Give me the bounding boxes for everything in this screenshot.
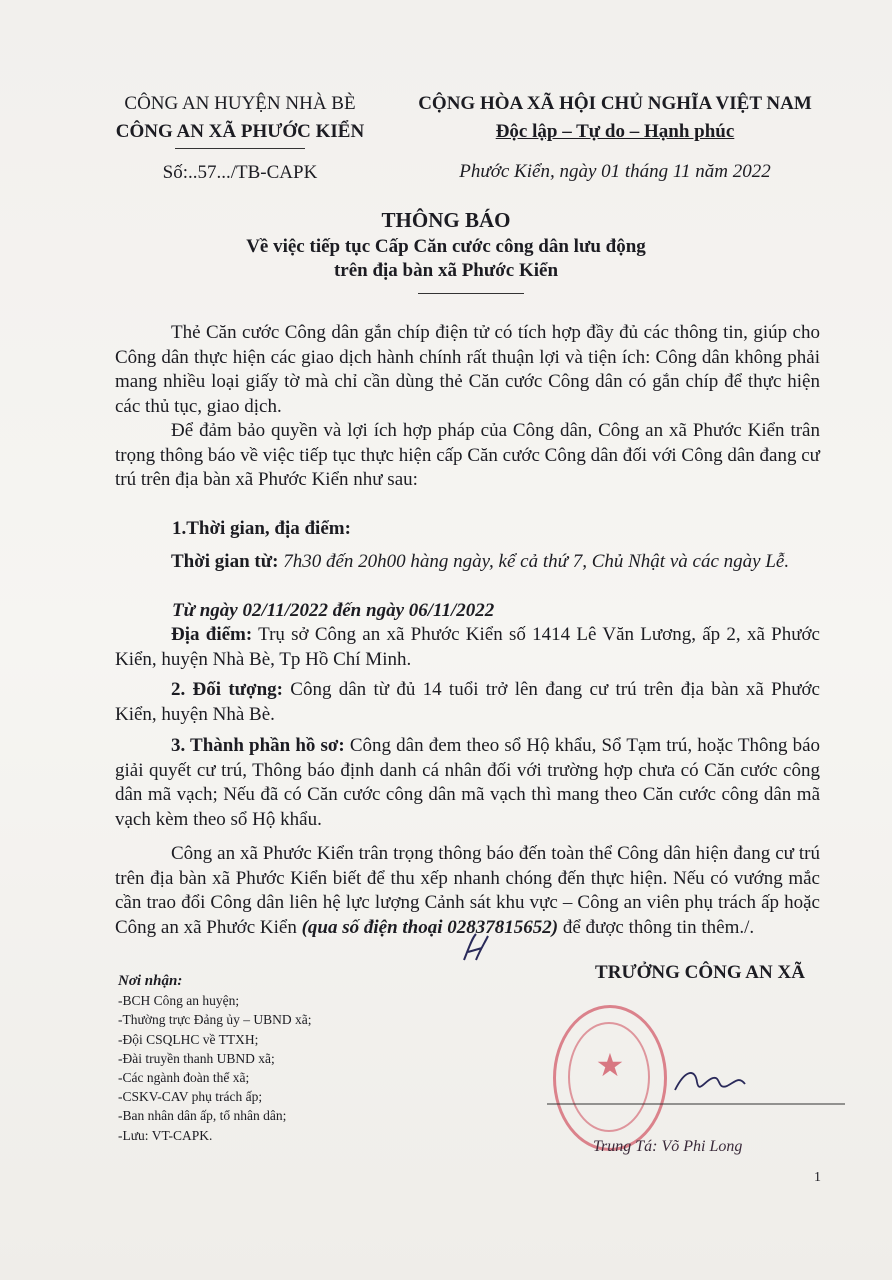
recipients-block (118, 972, 458, 1145)
closing-end: để được thông tin thêm./. (562, 916, 755, 938)
issuer-underline (175, 148, 305, 149)
issuer-block (90, 90, 390, 187)
initial-mark (458, 930, 494, 973)
page-number: 1 (814, 1170, 821, 1185)
section-3-value: Công dân đem theo sổ Hộ khẩu, Sổ Tạm trú, hoặc Thông báo giải quyết cư trú, Thông báo định danh cá nhân đối với trường hợp chưa có Căn cước công dân mã vạch; Nếu đã có Căn cước công dân mã vạch thì mang theo Căn cước công dân mã vạch kèm theo sổ Hộ khẩu. (115, 735, 821, 830)
section-1-time (115, 549, 820, 574)
intro-paragraph-1: Thẻ Căn cước Công dân gắn chíp điện tử có tích hợp đầy đủ các thông tin, giúp cho Công dân thực hiện các giao dịch hành chính rất thuận lợi và tiện ích: Công dân không phải mang nhiều loại giấy tờ mà chỉ cần dùng thẻ Căn cước Công dân có gắn chíp để thực hiện các thủ tục, giao dịch. (115, 322, 820, 417)
issuer-name: CÔNG AN XÃ PHƯỚC KIỂN (115, 121, 365, 142)
issuer-parent: CÔNG AN HUYỆN NHÀ BÈ (124, 93, 356, 114)
time-label: Thời gian từ: (171, 551, 279, 572)
recipient-item: -Đội CSQLHC về TTXH; (118, 1031, 259, 1047)
document-subtitle-2: trên địa bàn xã Phước Kiển (333, 260, 559, 281)
place-label: Địa điểm: (171, 624, 253, 645)
document-title: THÔNG BÁO (381, 208, 511, 232)
recipient-item: -Ban nhân dân ấp, tổ nhân dân; (118, 1108, 287, 1124)
national-title: CỘNG HÒA XÃ HỘI CHỦ NGHĨA VIỆT NAM (418, 93, 812, 114)
recipient-item: -CSKV-CAV phụ trách ấp; (118, 1089, 263, 1105)
recipient-item: -Lưu: VT-CAPK. (118, 1127, 213, 1143)
national-motto: Độc lập – Tự do – Hạnh phúc (495, 121, 735, 142)
recipient-item: -Đài truyền thanh UBND xã; (118, 1050, 275, 1066)
closing-text: Công an xã Phước Kiển trân trọng thông báo đến toàn thể Công dân hiện đang cư trú trên địa bàn xã Phước Kiển biết để thu xếp nhanh chóng đến thực hiện. Nếu có vướng mắc cần trao đổi Công dân liên hệ lực lượng Cảnh sát khu vực – Công an viên phụ trách ấp hoặc Công an xã Phước Kiển (115, 843, 820, 938)
recipients-heading: Nơi nhận: (118, 973, 183, 989)
intro-paragraph-2: Để đảm bảo quyền và lợi ích hợp pháp của Công dân, Công an xã Phước Kiển trân trọng thông báo về việc tiếp tục thực hiện cấp Căn cước Công dân đối với Công dân đang cư trú trên địa bàn xã Phước Kiển như sau: (115, 420, 820, 490)
section-2 (115, 677, 820, 727)
recipient-item: -BCH Công an huyện; (118, 993, 240, 1009)
section-3-label: 3. Thành phần hồ sơ: (171, 735, 345, 756)
section-2-label: 2. Đối tượng: (171, 679, 283, 700)
closing-paragraph (115, 842, 820, 940)
handwritten-signature (545, 1060, 845, 1115)
national-header (395, 90, 835, 186)
section-1-heading: 1.Thời gian, địa điểm: (172, 518, 351, 539)
time-value: 7h30 đến 20h00 hàng ngày, kể cả thứ 7, Chủ Nhật và các ngày Lễ. (283, 551, 790, 572)
recipient-item: -Thường trực Đảng ủy – UBND xã; (118, 1012, 312, 1028)
document-number: Số:..57.../TB-CAPK (162, 162, 318, 183)
title-divider (418, 293, 524, 294)
section-2-value: Công dân từ đủ 14 tuổi trở lên đang cư trú trên địa bàn xã Phước Kiển, huyện Nhà Bè. (115, 679, 820, 725)
section-3 (115, 734, 820, 832)
recipient-item: -Các ngành đoàn thể xã; (118, 1070, 250, 1086)
date-range: Từ ngày 02/11/2022 đến ngày 06/11/2022 (172, 600, 495, 621)
section-1-place (115, 622, 820, 672)
document-date: Phước Kiển, ngày 01 tháng 11 năm 2022 (459, 161, 771, 182)
document-subtitle-1: Về việc tiếp tục Cấp Căn cước công dân lưu động (246, 236, 646, 257)
signatory-title: TRƯỞNG CÔNG AN XÃ (595, 962, 805, 983)
place-value: Trụ sở Công an xã Phước Kiển số 1414 Lê Văn Lương, ấp 2, xã Phước Kiển, huyện Nhà Bè, Tp Hồ Chí Minh. (115, 624, 820, 670)
seal-star-icon: ★ (595, 1047, 625, 1083)
signatory-name: Trung Tá: Võ Phi Long (593, 1138, 743, 1155)
closing-phone: (qua số điện thoại 02837815652) (301, 916, 559, 938)
